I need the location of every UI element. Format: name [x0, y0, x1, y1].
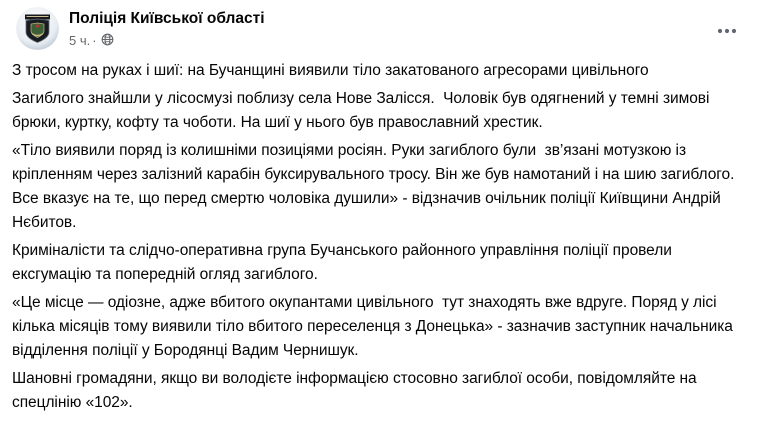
post-paragraph: Загиблого знайшли у лісосмузі поблизу села Нове Залісся. Чоловік був одягнений у темні зимові брюки, куртку, кофту та чоботи. На шиї у нього був православний хрестик. [12, 90, 714, 131]
post-paragraph: Криміналісти та слідчо-оперативна група Бучанського районного управління поліції провели ексгумацію та попередній огляд загиблого. [12, 242, 677, 283]
meta-separator: · [92, 33, 97, 48]
post-paragraph: Шановні громадяни, якщо ви володієте інформацією стосовно загиблої особи, повідомляйте на спецлінію «102». [12, 370, 701, 411]
three-dots-icon [717, 28, 737, 34]
post-paragraph: «Тіло виявили поряд із колишніми позиціями росіян. Руки загиблого були зв’язані мотузкою із кріпленням через залізний карабін буксирувального тросу. Він же був намотаний і на шию загиблого. Все вказує на те, що перед смертю чоловіка душили» - відзначив очільник поліції Київщини Андрій Нєбитов. [12, 142, 739, 231]
post-paragraph: З тросом на руках і шиї: на Бучанщині виявили тіло закатованого агресорами цивільного [12, 62, 649, 79]
avatar[interactable] [16, 7, 59, 50]
timestamp-link[interactable]: 5 ч. [69, 33, 91, 48]
police-crest-icon [16, 7, 59, 50]
page-name-link[interactable]: Поліція Київської області [69, 10, 265, 27]
post-text [0, 50, 757, 415]
post-meta [69, 32, 265, 50]
post-paragraph: «Це місце — одіозне, адже вбитого окупантами цивільного тут знаходять вже вдруге. Поряд у лісі кілька місяців тому виявили тіло вбитого переселенця з Донецька» - зазначив заступник начальника відділення поліції у Бородянці Вадим Чернишук. [12, 294, 738, 359]
header-info [69, 7, 265, 50]
globe-icon [101, 33, 114, 50]
post-header [0, 0, 757, 50]
post-options-button[interactable] [713, 20, 741, 42]
